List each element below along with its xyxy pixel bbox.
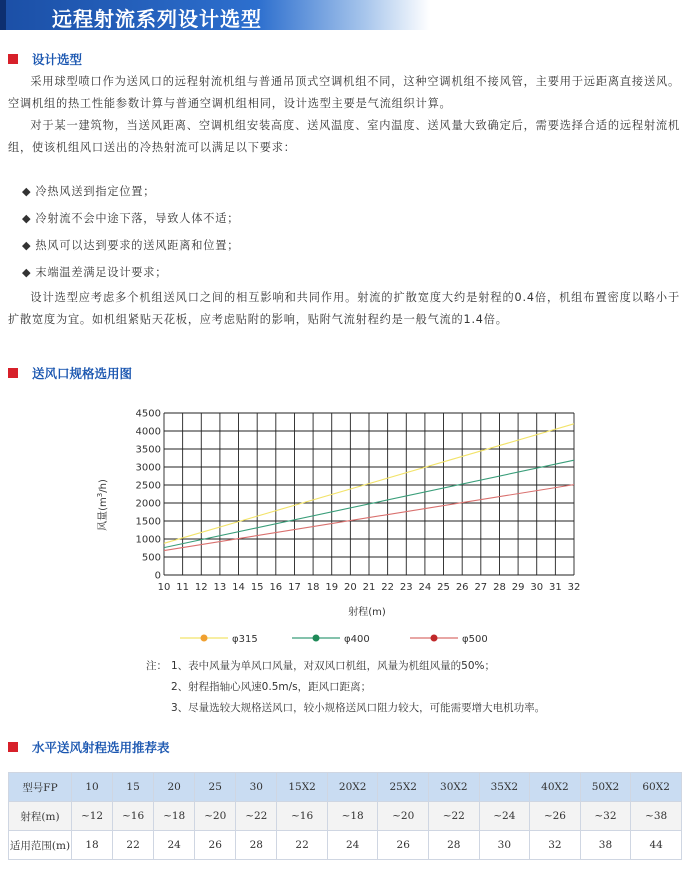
bullet-icon: ◆ [22,212,32,225]
x-axis-ticks [158,582,581,593]
title-accent [0,0,6,30]
header-label: 型号FP [9,773,72,802]
paragraph: 采用球型喷口作为送风口的远程射流机组与普通吊顶式空调机组不同，这种空调机组不接风管，主要用于远距离直接送风。空调机组的热工性能参数计算与普通空调机组相同，设计选型主要是气流组织计算。 [8,75,680,110]
red-square-icon [8,54,18,64]
row-cell: 22 [113,831,154,860]
legend-marker [201,635,208,642]
row-cell: 24 [327,831,378,860]
header-cell: 15X2 [277,773,328,802]
row-cell: 28 [429,831,480,860]
chart-legend [180,634,488,645]
row-cell: 26 [195,831,236,860]
header-cell: 50X2 [580,773,631,802]
row-cell: 18 [72,831,113,860]
legend-label: φ315 [232,634,258,645]
section-title: 送风口规格选用图 [32,366,133,381]
closing-paragraph-block [8,287,680,331]
note-text: 3、尽量选较大规格送风口，较小规格送风口阻力较大，可能需要增大电机功率。 [171,702,546,714]
header-cell: 30X2 [429,773,480,802]
y-axis-ticks [136,409,161,582]
x-tick-label: 25 [437,582,450,593]
bullet-text: 冷射流不会中途下落，导致人体不适； [35,212,240,225]
row-cell: ~16 [113,802,154,831]
row-cell: ~26 [530,802,581,831]
x-tick-label: 15 [250,582,264,593]
x-tick-label: 26 [455,582,469,593]
selection-chart [0,392,690,662]
x-tick-label: 22 [381,582,395,593]
x-tick-label: 23 [399,582,413,593]
x-tick-label: 11 [176,582,190,593]
bullet-text: 冷热风送到指定位置； [35,185,156,198]
x-tick-label: 30 [530,582,544,593]
row-cell: ~16 [277,802,328,831]
x-axis-label: 射程(m) [348,607,386,618]
x-tick-label: 31 [548,582,562,593]
section-design-heading [8,50,82,68]
bullet-icon: ◆ [22,266,32,279]
paragraph: 设计选型应考虑多个机组送风口之间的相互影响和共同作用。射流的扩散宽度大约是射程的0.4倍，机组布置密度以略小于扩散宽度为宜。如机组紧贴天花板，应考虑贴附的影响，贴附气流射程约是一般气流的1.4倍。 [8,291,680,326]
row-cell: 28 [236,831,277,860]
red-square-icon [8,742,18,752]
row-cell: ~38 [631,802,682,831]
header-cell: 40X2 [530,773,581,802]
x-tick-label: 18 [306,582,320,593]
y-axis-label: 风量$(m^3/h)$ [96,479,109,531]
page-title: 远程射流系列设计选型 [52,7,262,31]
x-tick-label: 17 [288,582,301,593]
y-tick-label: 500 [141,552,161,564]
bullet-text: 热风可以达到要求的送风距离和位置； [35,239,240,252]
table-row [9,831,682,860]
header-cell: 35X2 [479,773,530,802]
x-tick-label: 14 [232,582,245,593]
y-tick-label: 4000 [135,426,161,438]
bullet-icon: ◆ [22,185,32,198]
y-tick-label: 2500 [135,480,161,492]
y-tick-label: 0 [154,570,161,582]
red-square-icon [8,368,18,378]
header-cell: 60X2 [631,773,682,802]
note-row [146,656,545,677]
legend-marker [313,635,320,642]
y-tick-label: 4500 [135,408,161,420]
y-tick-label: 1000 [135,534,161,546]
row-cell: 38 [580,831,631,860]
row-cell: 44 [631,831,682,860]
row-label: 射程(m) [9,802,72,831]
row-cell: 26 [378,831,429,860]
x-tick-label: 19 [325,582,339,593]
header-cell: 25X2 [378,773,429,802]
section-title: 水平送风射程选用推荐表 [32,740,170,755]
bullet-item [22,264,167,280]
bullet-text: 末端温差满足设计要求； [35,266,168,279]
row-cell: ~18 [327,802,378,831]
bullet-item [22,210,239,226]
x-tick-label: 28 [493,582,506,593]
title-bar [0,0,430,30]
header-cell: 20X2 [327,773,378,802]
y-tick-label: 3000 [135,462,161,474]
x-tick-label: 27 [474,582,488,593]
y-tick-label: 2000 [135,498,161,510]
legend-label: φ400 [344,634,370,645]
row-cell: ~18 [154,802,195,831]
note-lead: 注： [146,660,167,672]
header-cell: 15 [113,773,154,802]
header-cell: 25 [195,773,236,802]
x-tick-label: 29 [511,582,525,593]
row-cell: ~32 [580,802,631,831]
x-tick-label: 32 [567,582,581,593]
intro-paragraphs [8,71,680,159]
recommendation-table [8,772,682,860]
legend-label: φ500 [462,634,488,645]
note-row [146,677,545,698]
x-tick-label: 16 [269,582,283,593]
y-tick-label: 1500 [135,516,161,528]
row-cell: 22 [277,831,328,860]
chart-notes [146,656,545,719]
row-cell: ~20 [195,802,236,831]
section-title: 设计选型 [32,52,83,67]
header-cell: 20 [154,773,195,802]
row-cell: ~22 [236,802,277,831]
header-cell: 30 [236,773,277,802]
paragraph: 对于某一建筑物，当送风距离、空调机组安装高度、送风温度、室内温度、送风量大致确定后，需要选择合适的远程射流机组，使该机组风口送出的冷热射流可以满足以下要求： [8,119,680,154]
section-chart-heading [8,364,132,382]
bullet-item [22,237,239,253]
row-cell: 30 [479,831,530,860]
x-tick-label: 21 [362,582,376,593]
x-tick-label: 10 [157,582,171,593]
row-label: 适用范围(m) [9,831,72,860]
row-cell: 32 [530,831,581,860]
row-cell: 24 [154,831,195,860]
x-tick-label: 12 [194,582,208,593]
row-cell: ~20 [378,802,429,831]
row-cell: ~12 [72,802,113,831]
x-tick-label: 24 [418,582,432,593]
x-tick-label: 13 [213,582,227,593]
section-table-heading [8,738,170,756]
note-text: 1、表中风量为单风口风量，对双风口机组，风量为机组风量的50%； [171,660,496,672]
x-tick-label: 20 [343,582,357,593]
note-text: 2、射程指轴心风速0.5m/s，距风口距离； [171,681,372,693]
row-cell: ~22 [429,802,480,831]
header-cell: 10 [72,773,113,802]
note-row [146,698,545,719]
legend-marker [431,635,438,642]
table-header-row [9,773,682,802]
table-row [9,802,682,831]
bullet-icon: ◆ [22,239,32,252]
row-cell: ~24 [479,802,530,831]
bullet-item [22,183,155,199]
y-tick-label: 3500 [135,444,161,456]
